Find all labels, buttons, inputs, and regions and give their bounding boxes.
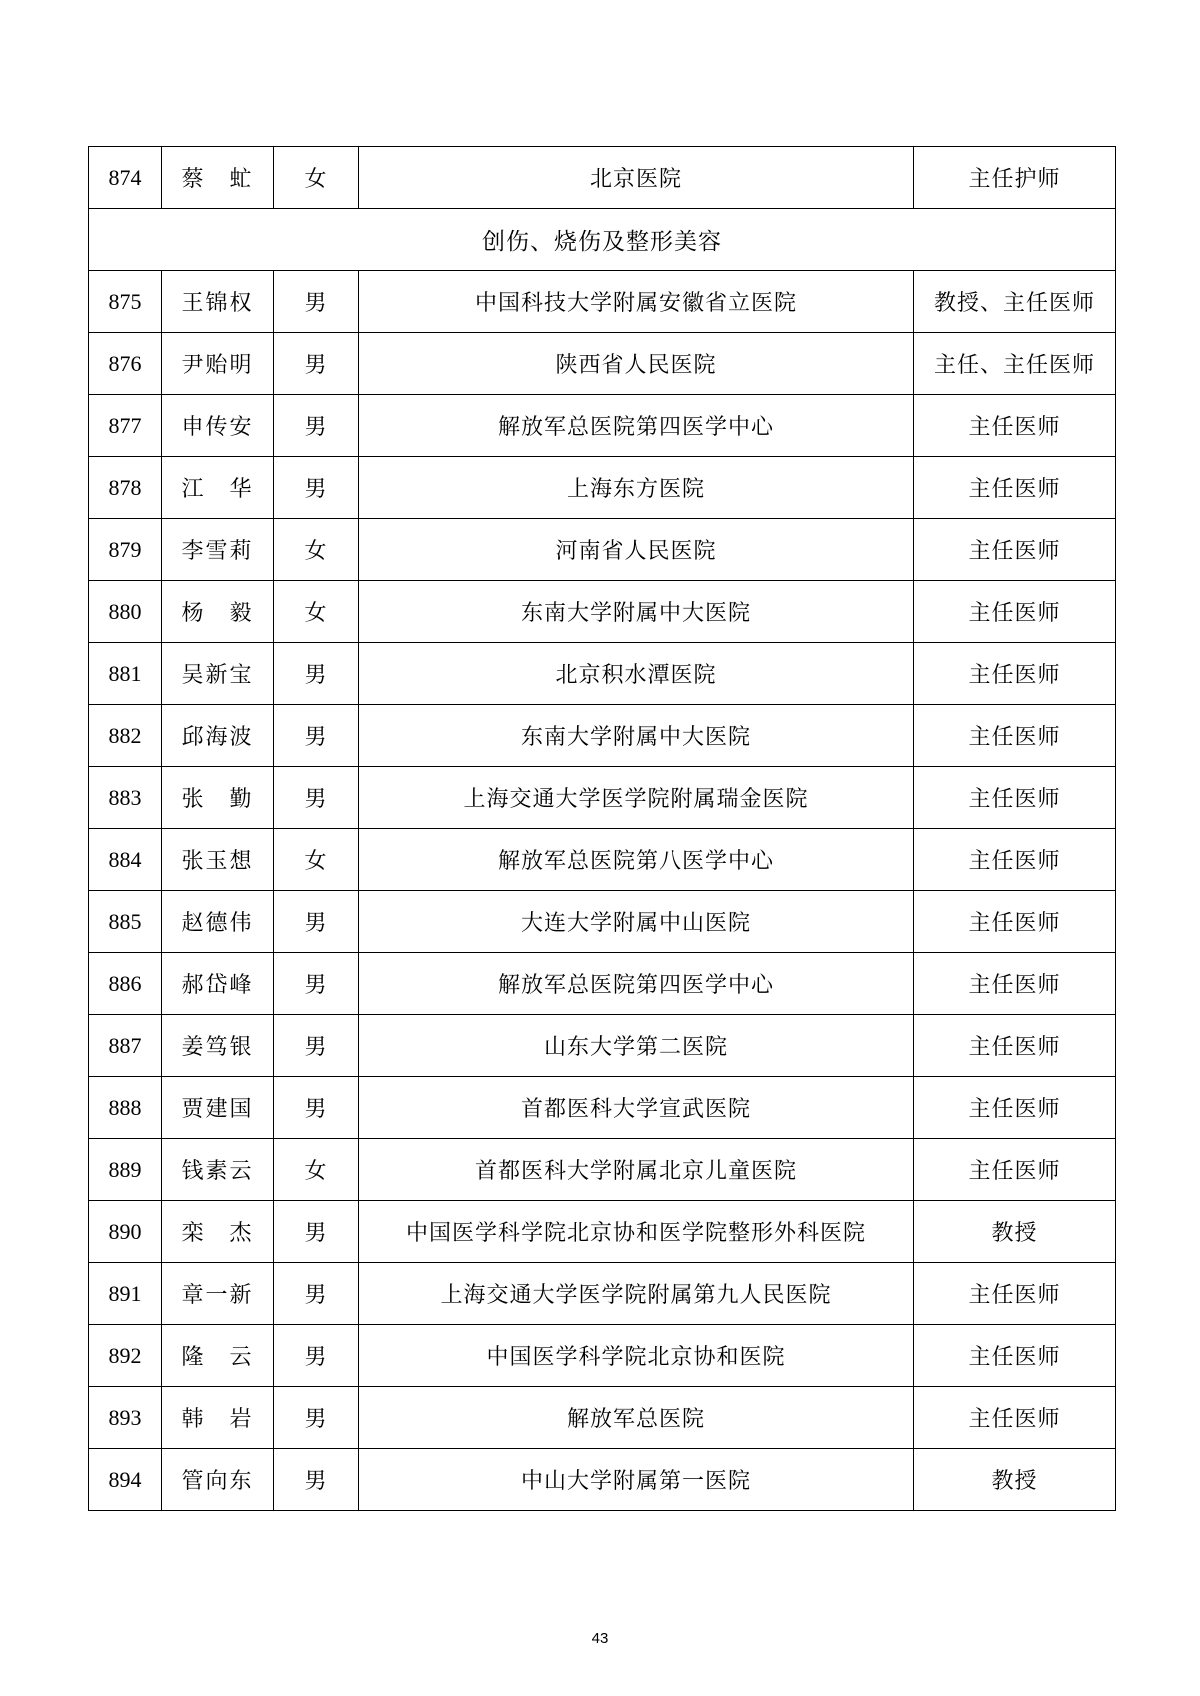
person-name: 管向东 (162, 1449, 274, 1511)
row-number: 876 (89, 333, 162, 395)
row-number: 875 (89, 271, 162, 333)
gender-cell: 男 (274, 891, 359, 953)
table-row (89, 1077, 1116, 1139)
table-row (89, 1449, 1116, 1511)
title-cell: 主任医师 (914, 457, 1116, 519)
title-cell: 主任医师 (914, 1015, 1116, 1077)
title-cell: 主任医师 (914, 519, 1116, 581)
person-name: 尹贻明 (162, 333, 274, 395)
title-cell: 主任、主任医师 (914, 333, 1116, 395)
title-cell: 主任医师 (914, 1139, 1116, 1201)
title-cell: 主任医师 (914, 829, 1116, 891)
hospital-cell: 北京积水潭医院 (359, 643, 914, 705)
hospital-cell: 山东大学第二医院 (359, 1015, 914, 1077)
title-cell: 主任医师 (914, 1325, 1116, 1387)
row-number: 889 (89, 1139, 162, 1201)
hospital-cell: 解放军总医院第四医学中心 (359, 395, 914, 457)
person-name: 钱素云 (162, 1139, 274, 1201)
row-number: 880 (89, 581, 162, 643)
hospital-cell: 上海交通大学医学院附属第九人民医院 (359, 1263, 914, 1325)
person-name: 李雪莉 (162, 519, 274, 581)
table-row (89, 1201, 1116, 1263)
title-cell: 教授、主任医师 (914, 271, 1116, 333)
row-number: 890 (89, 1201, 162, 1263)
person-name: 王锦权 (162, 271, 274, 333)
hospital-cell: 上海交通大学医学院附属瑞金医院 (359, 767, 914, 829)
title-cell: 主任护师 (914, 147, 1116, 209)
person-name: 章一新 (162, 1263, 274, 1325)
gender-cell: 男 (274, 1325, 359, 1387)
table-row (89, 519, 1116, 581)
gender-cell: 男 (274, 395, 359, 457)
section-heading-row (89, 209, 1116, 271)
gender-cell: 男 (274, 333, 359, 395)
person-name: 贾建国 (162, 1077, 274, 1139)
gender-cell: 女 (274, 147, 359, 209)
person-name: 杨 毅 (162, 581, 274, 643)
table-row (89, 1015, 1116, 1077)
person-name: 栾 杰 (162, 1201, 274, 1263)
title-cell: 主任医师 (914, 891, 1116, 953)
hospital-cell: 东南大学附属中大医院 (359, 581, 914, 643)
hospital-cell: 北京医院 (359, 147, 914, 209)
hospital-cell: 中国医学科学院北京协和医院 (359, 1325, 914, 1387)
table-row (89, 1387, 1116, 1449)
title-cell: 主任医师 (914, 705, 1116, 767)
row-number: 881 (89, 643, 162, 705)
table-row (89, 457, 1116, 519)
row-number: 878 (89, 457, 162, 519)
person-name: 邱海波 (162, 705, 274, 767)
title-cell: 主任医师 (914, 395, 1116, 457)
title-cell: 主任医师 (914, 1077, 1116, 1139)
hospital-cell: 首都医科大学宣武医院 (359, 1077, 914, 1139)
row-number: 879 (89, 519, 162, 581)
hospital-cell: 中山大学附属第一医院 (359, 1449, 914, 1511)
person-name: 蔡 虻 (162, 147, 274, 209)
table-row (89, 829, 1116, 891)
gender-cell: 男 (274, 457, 359, 519)
person-name: 郝岱峰 (162, 953, 274, 1015)
hospital-cell: 首都医科大学附属北京儿童医院 (359, 1139, 914, 1201)
person-name: 姜笃银 (162, 1015, 274, 1077)
table-row (89, 1263, 1116, 1325)
table-body (89, 147, 1116, 1511)
hospital-cell: 解放军总医院第八医学中心 (359, 829, 914, 891)
gender-cell: 男 (274, 643, 359, 705)
person-name: 申传安 (162, 395, 274, 457)
gender-cell: 男 (274, 953, 359, 1015)
title-cell: 主任医师 (914, 953, 1116, 1015)
table-row (89, 1325, 1116, 1387)
title-cell: 主任医师 (914, 581, 1116, 643)
title-cell: 教授 (914, 1449, 1116, 1511)
gender-cell: 男 (274, 1015, 359, 1077)
table-row (89, 147, 1116, 209)
table-row (89, 767, 1116, 829)
gender-cell: 男 (274, 1449, 359, 1511)
table-row (89, 891, 1116, 953)
title-cell: 主任医师 (914, 1263, 1116, 1325)
hospital-cell: 河南省人民医院 (359, 519, 914, 581)
gender-cell: 男 (274, 1387, 359, 1449)
gender-cell: 男 (274, 705, 359, 767)
table-row (89, 705, 1116, 767)
gender-cell: 女 (274, 519, 359, 581)
page-number: 43 (591, 1630, 609, 1647)
gender-cell: 男 (274, 1077, 359, 1139)
table-row (89, 333, 1116, 395)
row-number: 894 (89, 1449, 162, 1511)
gender-cell: 女 (274, 829, 359, 891)
row-number: 886 (89, 953, 162, 1015)
section-heading: 创伤、烧伤及整形美容 (89, 209, 1116, 271)
title-cell: 主任医师 (914, 767, 1116, 829)
table-row (89, 271, 1116, 333)
person-name: 赵德伟 (162, 891, 274, 953)
table-row (89, 1139, 1116, 1201)
row-number: 882 (89, 705, 162, 767)
hospital-cell: 大连大学附属中山医院 (359, 891, 914, 953)
hospital-cell: 东南大学附属中大医院 (359, 705, 914, 767)
row-number: 891 (89, 1263, 162, 1325)
table-row (89, 643, 1116, 705)
row-number: 892 (89, 1325, 162, 1387)
person-name: 隆 云 (162, 1325, 274, 1387)
person-name: 张玉想 (162, 829, 274, 891)
gender-cell: 女 (274, 1139, 359, 1201)
person-name: 韩 岩 (162, 1387, 274, 1449)
table-row (89, 395, 1116, 457)
person-name: 江 华 (162, 457, 274, 519)
hospital-cell: 陕西省人民医院 (359, 333, 914, 395)
row-number: 885 (89, 891, 162, 953)
title-cell: 教授 (914, 1201, 1116, 1263)
hospital-cell: 解放军总医院第四医学中心 (359, 953, 914, 1015)
hospital-cell: 中国医学科学院北京协和医学院整形外科医院 (359, 1201, 914, 1263)
row-number: 884 (89, 829, 162, 891)
row-number: 883 (89, 767, 162, 829)
gender-cell: 男 (274, 1263, 359, 1325)
hospital-cell: 上海东方医院 (359, 457, 914, 519)
title-cell: 主任医师 (914, 1387, 1116, 1449)
hospital-cell: 中国科技大学附属安徽省立医院 (359, 271, 914, 333)
row-number: 887 (89, 1015, 162, 1077)
gender-cell: 女 (274, 581, 359, 643)
gender-cell: 男 (274, 1201, 359, 1263)
title-cell: 主任医师 (914, 643, 1116, 705)
row-number: 874 (89, 147, 162, 209)
row-number: 877 (89, 395, 162, 457)
gender-cell: 男 (274, 271, 359, 333)
person-name: 吴新宝 (162, 643, 274, 705)
table-row (89, 953, 1116, 1015)
table-row (89, 581, 1116, 643)
personnel-table (88, 146, 1116, 1511)
person-name: 张 勤 (162, 767, 274, 829)
hospital-cell: 解放军总医院 (359, 1387, 914, 1449)
row-number: 888 (89, 1077, 162, 1139)
gender-cell: 男 (274, 767, 359, 829)
row-number: 893 (89, 1387, 162, 1449)
